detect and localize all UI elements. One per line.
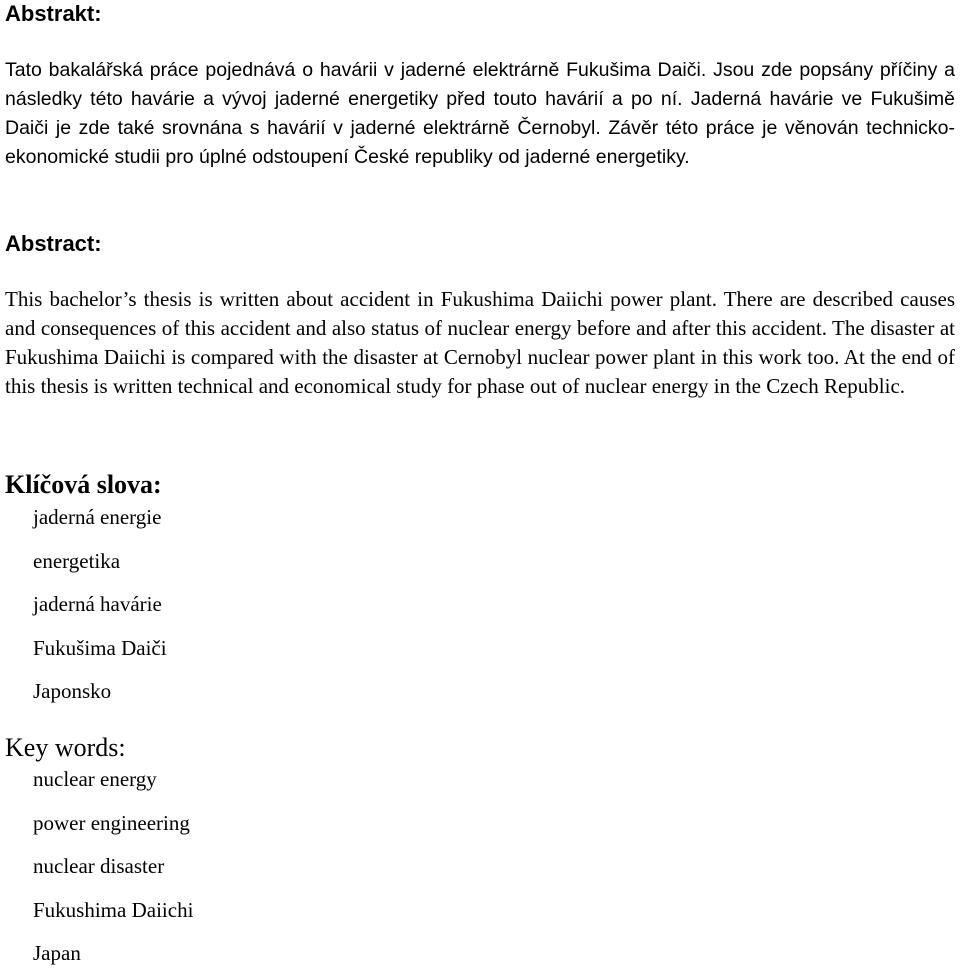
key-words-heading: Key words:: [5, 733, 126, 762]
keyword-item: Fukušima Daiči: [33, 635, 167, 660]
abstract-heading: Abstract:: [5, 231, 102, 256]
keyword-item: nuclear disaster: [33, 854, 165, 878]
keyword-item: jaderná energie: [33, 505, 162, 529]
abstrakt-paragraph: Tato bakalářská práce pojednává o havárii v jaderné elektrárně Fukušima Daiči. Jsou zde popsány příčiny a následky této havárie a vývoj jaderné energetiky před touto havárií a po ní. Jaderná havárie ve Fukušimě Daiči je zde také srovnána s havárií v jaderné elektrárně Černobyl. Závěr této práce je věnován technicko-ekonomické studii pro úplné odstoupení České republiky od jaderné energetiky.: [5, 59, 955, 168]
english-keyword-list: [33, 758, 193, 976]
keyword-item: jaderná havárie: [33, 592, 162, 616]
keyword-item: Fukushima Daiichi: [33, 897, 194, 922]
abstract-paragraph: This bachelor’s thesis is written about accident in Fukushima Daiichi power plant. There are described causes and consequences of this accident and also status of nuclear energy before and after this accident. The disaster at Fukushima Daiichi is compared with the disaster at Cernobyl nuclear power plant in this work too. At the end of this thesis is written technical and economical study for phase out of nuclear energy in the Czech Republic.: [5, 287, 955, 398]
keyword-item: energetika: [33, 548, 121, 573]
klicova-slova-heading: Klíčová slova:: [5, 470, 162, 499]
abstrakt-heading: Abstrakt:: [5, 1, 102, 26]
keyword-item: Japonsko: [33, 679, 112, 703]
keyword-item: Japan: [33, 941, 81, 965]
czech-keyword-list: [33, 496, 167, 714]
keyword-item: nuclear energy: [33, 767, 157, 791]
keyword-item: power engineering: [33, 810, 190, 835]
